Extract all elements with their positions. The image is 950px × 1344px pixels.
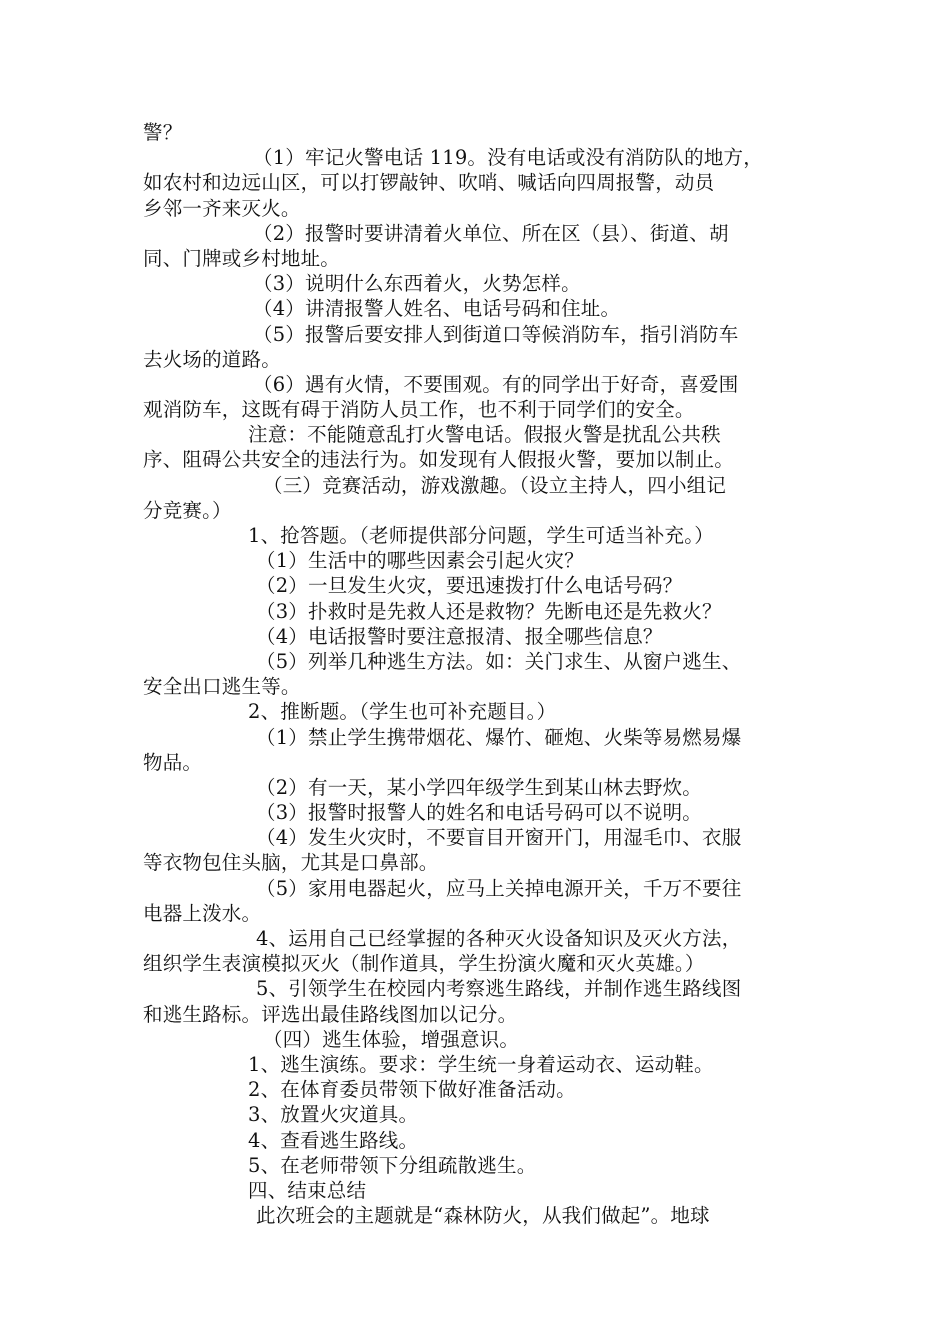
text-line: 4、查看逃生路线。 <box>248 1128 419 1152</box>
text-line: 同、门牌或乡村地址。 <box>143 246 341 270</box>
text-line: （4）讲清报警人姓名、电话号码和住址。 <box>253 297 621 321</box>
text-line: （5）报警后要安排人到街道口等候消防车，指引消防车 <box>253 322 739 346</box>
text-line: 组织学生表演模拟灭火（制作道具，学生扮演火魔和灭火英雄。） <box>143 952 705 976</box>
text-line: （1）牢记火警电话 119。没有电话或没有消防队的地方， <box>253 146 763 170</box>
text-line: （4）发生火灾时，不要盲目开窗开门，用湿毛巾、衣服 <box>256 826 742 850</box>
text-line: （5）家用电器起火，应马上关掉电源开关，千万不要往 <box>256 876 742 900</box>
text-line: （2）一旦发生火灾，要迅速拨打什么电话号码？ <box>256 574 683 598</box>
text-line: 乡邻一齐来灭火。 <box>143 196 301 220</box>
text-line: 如农村和边远山区，可以打锣敲钟、吹哨、喊话向四周报警，动员 <box>143 171 715 195</box>
text-line: （3）扑救时是先救人还是救物？先断电还是先救火？ <box>256 599 722 623</box>
text-line: 去火场的道路。 <box>143 347 281 371</box>
text-line: 2、推断题。（学生也可补充题目。） <box>248 700 557 724</box>
text-line: （1）生活中的哪些因素会引起火灾？ <box>256 549 584 573</box>
text-line: 分竞赛。） <box>143 498 232 522</box>
text-line: （1）禁止学生携带烟花、爆竹、砸炮、火柴等易燃易爆 <box>256 725 742 749</box>
text-line: 物品。 <box>143 750 203 774</box>
text-line: 四、结束总结 <box>248 1178 367 1202</box>
text-line: 等衣物包住头脑，尤其是口鼻部。 <box>143 851 439 875</box>
text-line: （3）报警时报警人的姓名和电话号码可以不说明。 <box>256 801 703 825</box>
text-line: 3、放置火灾道具。 <box>248 1103 419 1127</box>
text-line: 电器上泼水。 <box>143 901 262 925</box>
document-body <box>143 120 813 1228</box>
text-line: 5、引领学生在校园内考察逃生路线，并制作逃生路线图 <box>256 977 742 1001</box>
text-line: 5、在老师带领下分组疏散逃生。 <box>248 1153 537 1177</box>
text-line: 1、逃生演练。要求：学生统一身着运动衣、运动鞋。 <box>248 1052 714 1076</box>
text-line: 安全出口逃生等。 <box>143 675 301 699</box>
text-line: （6）遇有火情，不要围观。有的同学出于好奇，喜爱围 <box>253 372 739 396</box>
text-line: 和逃生路标。评选出最佳路线图加以记分。 <box>143 1002 518 1026</box>
text-line: （4）电话报警时要注意报清、报全哪些信息？ <box>256 624 663 648</box>
text-line: （5）列举几种逃生方法。如：关门求生、从窗户逃生、 <box>256 649 742 673</box>
text-line: 观消防车，这既有碍于消防人员工作，也不利于同学们的安全。 <box>143 398 695 422</box>
text-line: 序、阻碍公共安全的违法行为。如发现有人假报火警，要加以制止。 <box>143 448 735 472</box>
text-line: 4、运用自己已经掌握的各种灭火设备知识及灭火方法， <box>256 927 742 950</box>
text-line: 此次班会的主题就是“森林防火，从我们做起”。地球 <box>256 1204 710 1228</box>
text-line: 2、在体育委员带领下做好准备活动。 <box>248 1078 576 1102</box>
text-line: （2）报警时要讲清着火单位、所在区（县）、街道、胡 <box>253 221 729 245</box>
text-line: 警？ <box>143 121 183 144</box>
text-line: （三）竞赛活动，游戏激趣。（设立主持人，四小组记 <box>263 473 727 497</box>
text-line: 注意：不能随意乱打火警电话。假报火警是扰乱公共秩 <box>248 423 721 447</box>
text-line: （2）有一天，某小学四年级学生到某山林去野炊。 <box>256 775 703 799</box>
text-line: （3）说明什么东西着火，火势怎样。 <box>253 272 581 296</box>
text-line: 1、抢答题。（老师提供部分问题，学生可适当补充。） <box>248 524 714 547</box>
text-line: （四）逃生体验，增强意识。 <box>263 1027 520 1051</box>
